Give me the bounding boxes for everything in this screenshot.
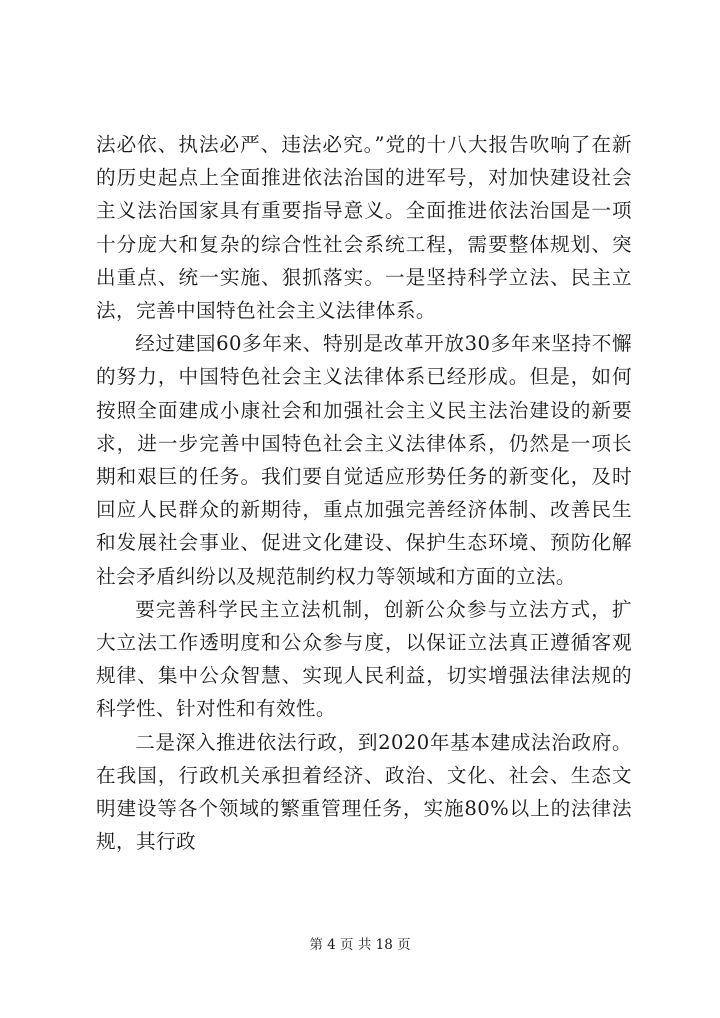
document-body <box>96 128 632 858</box>
paragraph-3: 要完善科学民主立法机制，创新公众参与立法方式，扩大立法工作透明度和公众参与度，以保证立法真正遵循客观规律、集中公众智慧、实现人民利益，切实增强法律法规的科学性、针对性和有效性。 <box>96 597 632 721</box>
paragraph-2: 经过建国60多年来、特别是改革开放30多年来坚持不懈的努力，中国特色社会主义法律体系已经形成。但是，如何按照全面建成小康社会和加强社会主义民主法治建设的新要求，进一步完善中国特色社会主义法律体系，仍然是一项长期和艰巨的任务。我们要自觉适应形势任务的新变化，及时回应人民群众的新期待，重点加强完善经济体制、改善民生和发展社会事业、促进文化建设、保护生态环境、预防化解社会矛盾纠纷以及规范制约权力等领域和方面的立法。 <box>96 332 632 588</box>
paragraph-4: 二是深入推进依法行政，到2020年基本建成法治政府。在我国，行政机关承担着经济、政治、文化、社会、生态文明建设等各个领域的繁重管理任务，实施80%以上的法律法规，其行政 <box>96 730 632 854</box>
paragraph-1: 法必依、执法必严、违法必究。”党的十八大报告吹响了在新的历史起点上全面推进依法治国的进军号，对加快建设社会主义法治国家具有重要指导意义。全面推进依法治国是一项十分庞大和复杂的综合性社会系统工程，需要整体规划、突出重点、统一实施、狠抓落实。一是坚持科学立法、民主立法，完善中国特色社会主义法律体系。 <box>96 133 632 323</box>
page-number-footer: 第 4 页 共 18 页 <box>309 937 411 953</box>
